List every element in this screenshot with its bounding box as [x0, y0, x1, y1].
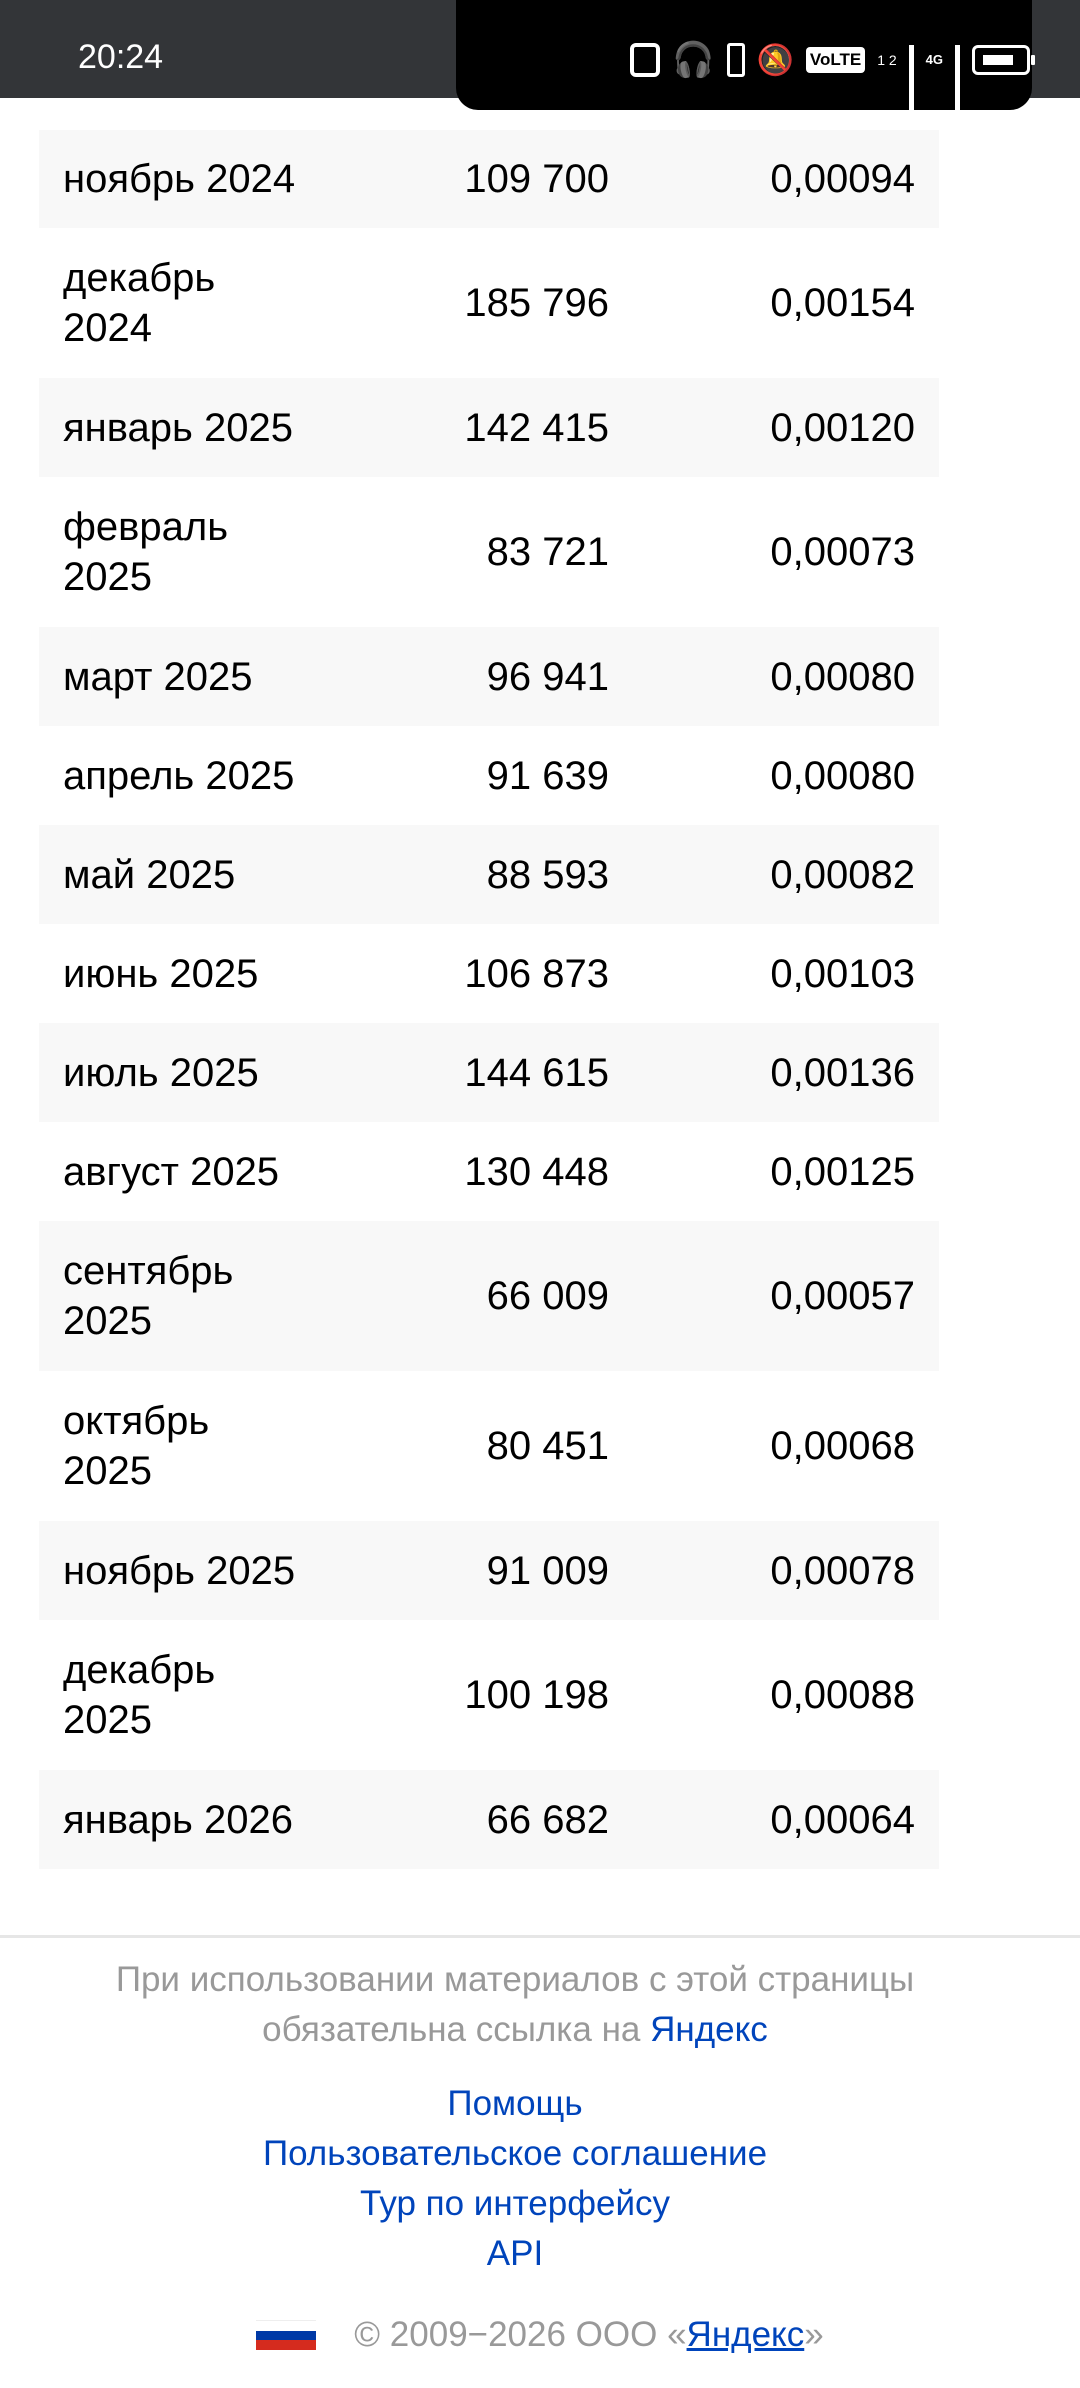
month-cell: январь 2026 [63, 1797, 293, 1842]
share-cell: 0,00154 [770, 281, 915, 325]
user-agreement-link[interactable]: Пользовательское соглашение [262, 2134, 768, 2173]
footer-links [0, 2079, 1030, 2279]
status-time: 20:24 [78, 38, 164, 76]
month-cell: август 2025 [63, 1149, 280, 1194]
table-row [39, 228, 939, 378]
bell-muted-icon: 🔕 [756, 43, 794, 77]
count-cell: 80 451 [486, 1424, 609, 1468]
table-row [39, 627, 939, 726]
month-cell: декабрь 2024 [63, 256, 216, 350]
yandex-copyright-link[interactable]: Яндекс [686, 2315, 805, 2354]
share-cell: 0,00088 [770, 1673, 915, 1717]
battery-small-icon [727, 43, 745, 77]
share-cell: 0,00094 [770, 157, 915, 201]
table-row [39, 1221, 939, 1371]
copyright-prefix: © 2009−2026 ООО « [354, 2315, 687, 2354]
count-cell: 100 198 [464, 1673, 609, 1717]
share-cell: 0,00082 [770, 852, 915, 897]
table-row [39, 1770, 939, 1869]
interface-tour-link[interactable]: Тур по интерфейсу [359, 2184, 671, 2223]
share-cell: 0,00068 [770, 1424, 915, 1468]
attribution-note [0, 1950, 1030, 2055]
attribution-prefix: обязательна ссылка на [262, 2010, 651, 2049]
footer-divider [0, 1935, 1080, 1938]
4g-label: 4G [925, 52, 943, 67]
month-cell: декабрь 2025 [63, 1648, 216, 1742]
status-bar [0, 0, 1080, 98]
share-cell: 0,00078 [770, 1548, 915, 1593]
count-cell: 66 682 [486, 1797, 609, 1842]
sim-indicator: 1 2 [877, 51, 897, 68]
month-cell: июнь 2025 [63, 951, 259, 996]
count-cell: 106 873 [464, 951, 609, 996]
share-cell: 0,00103 [770, 951, 915, 996]
table-row [39, 1023, 939, 1122]
share-cell: 0,00073 [770, 530, 915, 574]
copyright-bar [0, 2305, 1080, 2365]
copyright-text [354, 2315, 823, 2355]
count-cell: 83 721 [486, 530, 609, 574]
count-cell: 91 639 [486, 753, 609, 798]
month-cell: март 2025 [63, 654, 253, 699]
month-cell: февраль 2025 [63, 505, 229, 599]
count-cell: 109 700 [464, 157, 609, 201]
nfc-icon [630, 43, 660, 77]
count-cell: 96 941 [486, 654, 609, 699]
count-cell: 142 415 [464, 405, 609, 450]
month-cell: июль 2025 [63, 1050, 259, 1095]
count-cell: 144 615 [464, 1050, 609, 1095]
count-cell: 66 009 [486, 1274, 609, 1318]
month-cell: апрель 2025 [63, 753, 295, 798]
russia-flag-icon[interactable] [256, 2320, 316, 2350]
count-cell: 185 796 [464, 281, 609, 325]
month-cell: май 2025 [63, 852, 236, 897]
table-row [39, 1371, 939, 1521]
status-icons [630, 38, 1030, 82]
share-cell: 0,00136 [770, 1050, 915, 1095]
month-cell: сентябрь 2025 [63, 1249, 234, 1343]
table-row [39, 130, 939, 228]
table-row [39, 726, 939, 825]
4g-signal-icon [955, 45, 960, 75]
share-cell: 0,00120 [770, 405, 915, 450]
api-link[interactable]: API [486, 2234, 544, 2273]
yandex-attribution-link[interactable]: Яндекс [650, 2010, 768, 2049]
table-row [39, 924, 939, 1023]
table-row [39, 825, 939, 924]
share-cell: 0,00057 [770, 1274, 915, 1318]
month-cell: январь 2025 [63, 405, 293, 450]
table-row [39, 1620, 939, 1770]
help-link[interactable]: Помощь [447, 2084, 583, 2123]
volte-icon: VoLTE [806, 47, 865, 73]
battery-charging-icon [972, 45, 1030, 75]
share-cell: 0,00064 [770, 1797, 915, 1842]
share-cell: 0,00080 [770, 753, 915, 798]
footer [0, 1950, 1030, 2279]
table-row [39, 378, 939, 477]
attribution-line-1: При использовании материалов с этой страницы [115, 1960, 915, 1999]
stats-table [39, 130, 939, 1869]
table-row [39, 1122, 939, 1221]
month-cell: ноябрь 2024 [63, 157, 296, 201]
share-cell: 0,00080 [770, 654, 915, 699]
share-cell: 0,00125 [770, 1149, 915, 1194]
count-cell: 91 009 [486, 1548, 609, 1593]
table-row [39, 477, 939, 627]
copyright-suffix: » [804, 2315, 824, 2354]
count-cell: 88 593 [486, 852, 609, 897]
attribution-line-2 [0, 2005, 1030, 2055]
count-cell: 130 448 [464, 1149, 609, 1194]
signal-icon [909, 45, 914, 75]
headphones-icon: 🎧 [672, 41, 715, 79]
month-cell: октябрь 2025 [63, 1399, 210, 1493]
table-row [39, 1521, 939, 1620]
month-cell: ноябрь 2025 [63, 1548, 296, 1593]
